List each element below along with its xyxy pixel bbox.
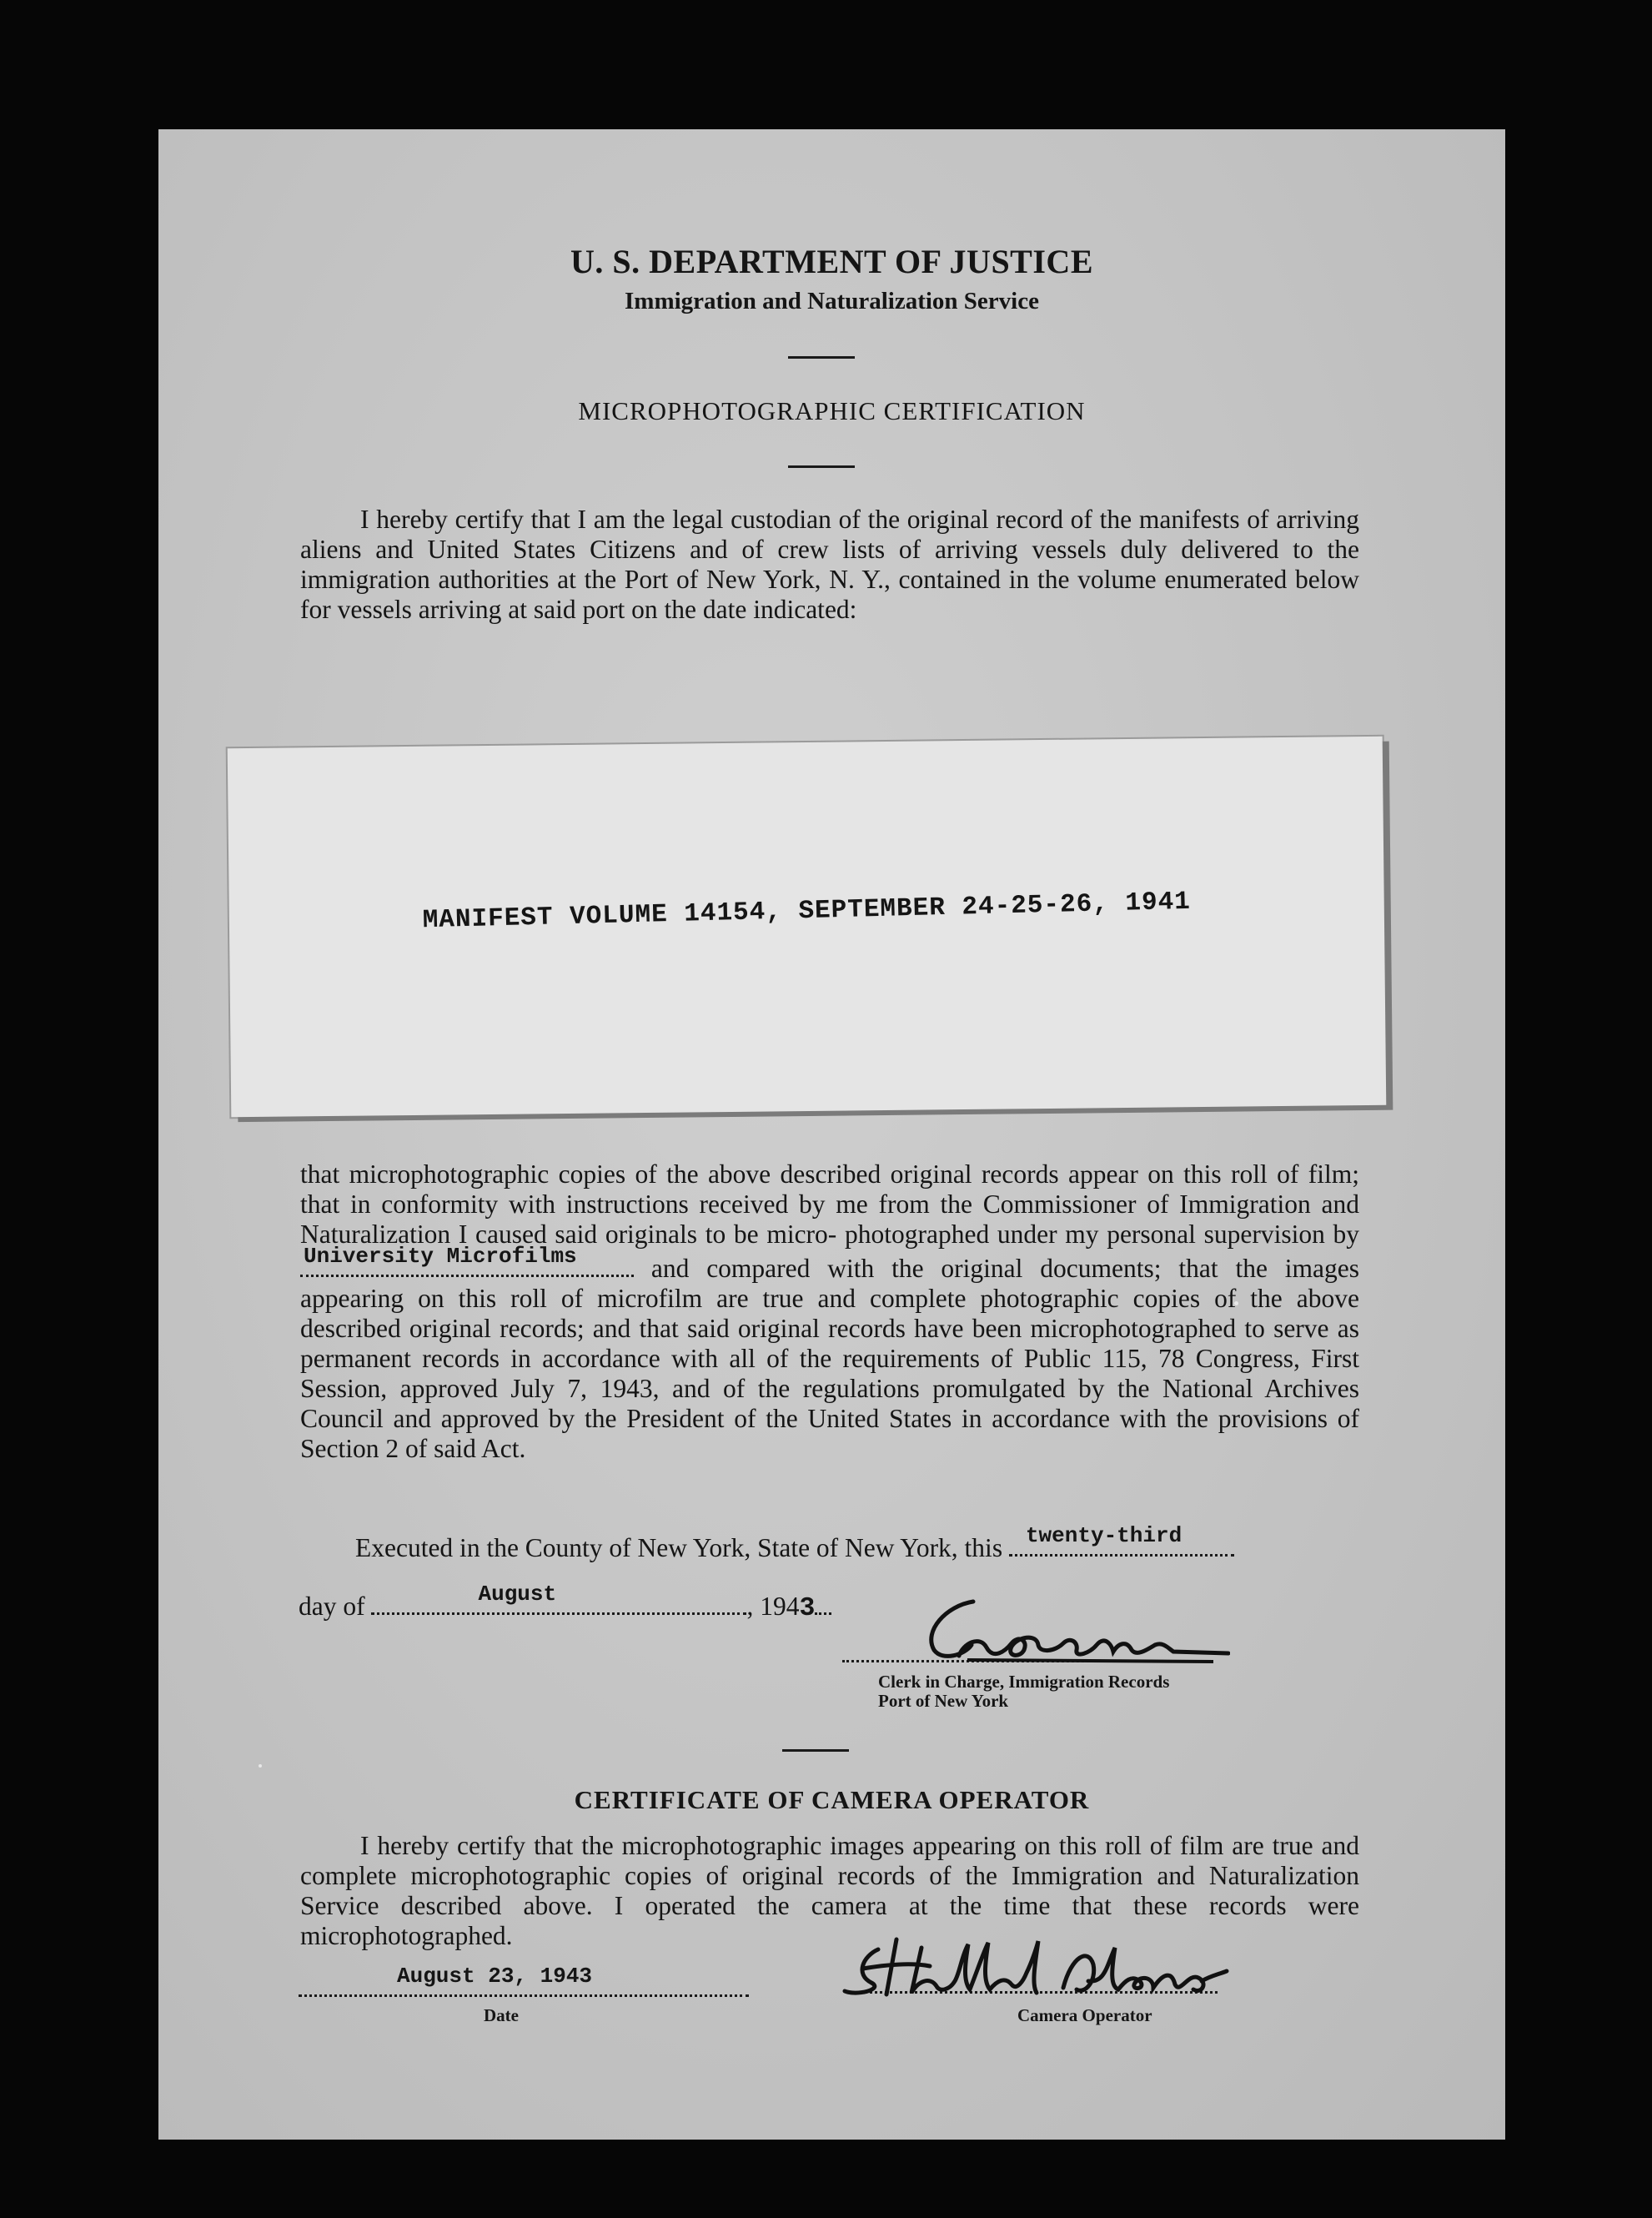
certification-body-part2: and compared with the original documents; that the images appearing on this roll of microfilm are true and complete photographic copies of the above described original records; and that said original records have been microphotographed to serve as permanent records in accordance with all of the requirements of Public 115, 78 Congress, First Session, approved July 7, 1943, and of the regulations promulgated by the National Archives Council and approved by the President of the United States in accordance with the provisions of Section 2 of said Act.	[300, 1254, 1360, 1463]
day-of-prefix: day of	[299, 1592, 365, 1621]
manifest-volume-text: MANIFEST VOLUME 14154, SEPTEMBER 24-25-26, 1941	[422, 887, 1192, 936]
certification-paragraph	[300, 1159, 1359, 1464]
certification-body-part1: that microphotographic copies of the above described original records appear on this roll of film; that in conformity with instructions received by me from the Commissioner of Immigration and Naturalization I caused said originals to be micro-	[300, 1159, 1359, 1249]
year-trail-dots	[815, 1587, 831, 1615]
month-value: August	[478, 1582, 557, 1607]
date-field	[299, 1964, 749, 1997]
supervisor-value: University Microfilms	[304, 1244, 577, 1269]
camera-operator-label: Camera Operator	[1017, 2005, 1152, 2025]
clerk-title-line2: Port of New York	[878, 1691, 1009, 1711]
month-field	[371, 1582, 746, 1615]
intro-paragraph: I hereby certify that I am the legal custodian of the original record of the manifests of arriving aliens and United States Citizens and of crew lists of arriving vessels duly delivered to the immigration authorities at the Port of New York, N. Y., contained in the volume enumerated below for vessels arriving at said port on the date indicated:	[300, 505, 1359, 624]
supervisor-field	[300, 1244, 634, 1277]
executed-line	[355, 1523, 1234, 1563]
date-label: Date	[484, 2005, 519, 2025]
year-digit: 3	[799, 1594, 816, 1623]
day-of-line	[299, 1582, 831, 1624]
camera-operator-paragraph: I hereby certify that the microphotographic images appearing on this roll of film are true and complete microphotographic copies of original records of the Immigration and Naturalization Service described above. I operated the camera at the time that these records were microphotographed.	[300, 1831, 1359, 1950]
camera-operator-title: CERTIFICATE OF CAMERA OPERATOR	[574, 1785, 1090, 1814]
certificate-page	[158, 129, 1505, 2140]
service-subtitle: Immigration and Naturalization Service	[625, 288, 1039, 314]
executed-day-field	[1009, 1523, 1234, 1557]
certification-title: MICROPHOTOGRAPHIC CERTIFICATION	[578, 396, 1086, 425]
supervision-prefix: photographed under my personal supervision by	[844, 1220, 1360, 1249]
divider	[788, 465, 855, 468]
clerk-signature	[913, 1585, 1230, 1681]
department-title: U. S. DEPARTMENT OF JUSTICE	[570, 243, 1093, 280]
clerk-title-line1: Clerk in Charge, Immigration Records	[878, 1672, 1170, 1692]
executed-day-value: twenty-third	[1025, 1523, 1183, 1548]
divider	[788, 356, 855, 359]
manifest-card	[228, 737, 1387, 1117]
date-value: August 23, 1943	[397, 1964, 593, 1989]
executed-prefix: Executed in the County of New York, State of New York, this	[355, 1533, 1003, 1562]
year-prefix: , 194	[746, 1592, 800, 1621]
date-line	[299, 1964, 749, 2004]
camera-operator-signature	[838, 1923, 1230, 2014]
divider	[782, 1749, 849, 1752]
